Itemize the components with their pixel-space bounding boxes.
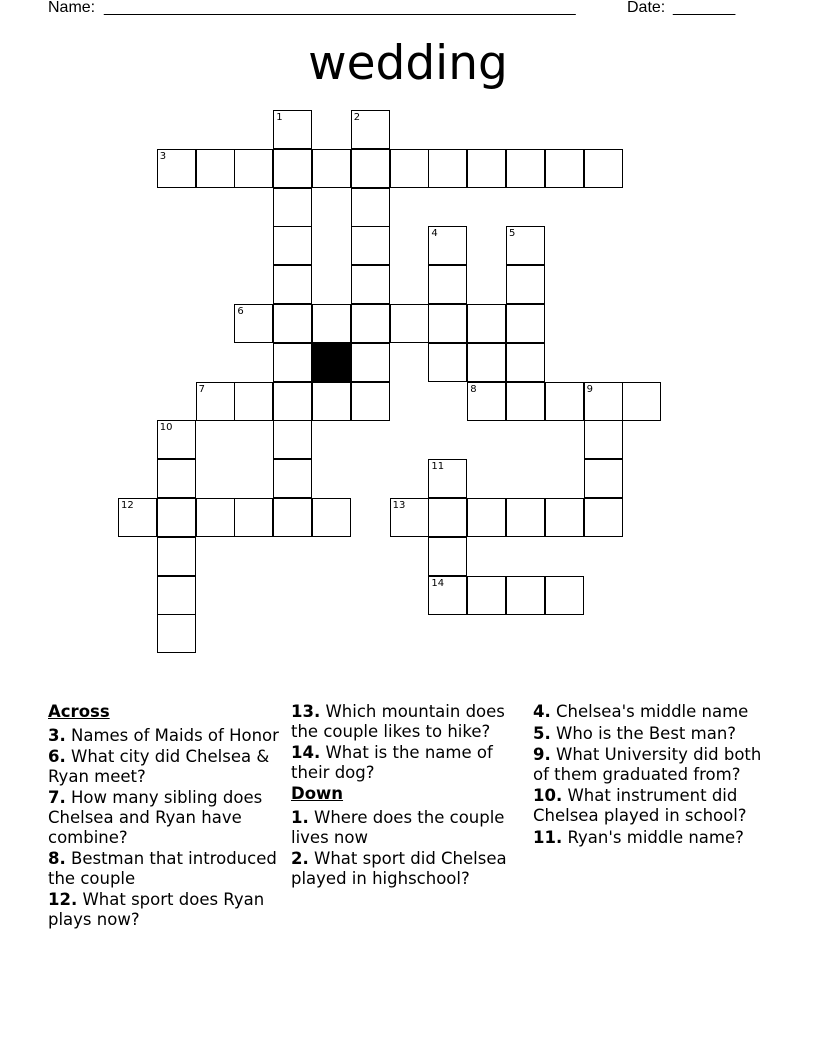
clue-number-12: 12 — [121, 500, 134, 511]
clue-number-13: 13 — [392, 500, 406, 511]
grid-cell[interactable] — [545, 149, 584, 188]
grid-cell[interactable] — [273, 188, 312, 227]
grid-cell[interactable] — [351, 304, 390, 343]
down-heading: Down — [291, 784, 344, 804]
clue-across-7: 7. How many sibling does Chelsea and Ryan have combine? — [48, 788, 263, 847]
grid-cell[interactable] — [390, 304, 429, 343]
grid-cell[interactable] — [428, 149, 467, 188]
grid-cell[interactable] — [428, 537, 467, 576]
clue-number-10: 10 — [159, 422, 173, 434]
grid-cell[interactable] — [622, 382, 661, 421]
clue-across-8: 8. Bestman that introduced the couple — [48, 849, 277, 888]
clue-number-5: 5 — [509, 228, 516, 240]
grid-cell[interactable] — [467, 304, 506, 343]
grid-cell-black — [312, 343, 351, 382]
grid-cell[interactable] — [545, 576, 584, 615]
grid-cell[interactable] — [157, 537, 196, 576]
grid-cell[interactable] — [312, 382, 351, 421]
grid-cell[interactable] — [584, 420, 623, 459]
grid-cell[interactable] — [351, 382, 390, 421]
clue-number-3: 3 — [159, 150, 167, 162]
date-label: Date: — [627, 0, 666, 16]
clue-number-14: 14 — [431, 577, 445, 589]
grid-cell[interactable] — [351, 343, 390, 382]
grid-cell[interactable] — [234, 498, 273, 537]
across-heading: Across — [48, 702, 110, 721]
grid-cell[interactable] — [506, 576, 545, 615]
grid-cell[interactable] — [428, 498, 467, 537]
grid-cell[interactable] — [312, 304, 351, 343]
clue-number-9: 9 — [586, 383, 593, 395]
date-line[interactable]: _______ — [673, 0, 736, 16]
grid-cell[interactable] — [351, 226, 390, 265]
grid-cell[interactable] — [157, 498, 196, 537]
grid-cell[interactable] — [234, 149, 273, 188]
grid-cell[interactable] — [157, 576, 196, 615]
grid-cell[interactable] — [312, 498, 351, 537]
clue-number-11: 11 — [431, 461, 445, 473]
grid-cell[interactable] — [545, 382, 584, 421]
grid-cell[interactable] — [234, 382, 273, 421]
grid-cell[interactable] — [467, 343, 506, 382]
clue-down-11: 11. Ryan's middle name? — [533, 827, 744, 847]
clue-down-9: 9. What University did both of them graduated from? — [533, 745, 762, 784]
clue-number-2: 2 — [353, 112, 361, 123]
grid-cell[interactable] — [273, 498, 312, 537]
clue-number-8: 8 — [470, 383, 477, 395]
grid-cell[interactable] — [351, 265, 390, 304]
grid-cell[interactable] — [584, 459, 623, 498]
grid-cell[interactable] — [467, 498, 506, 537]
grid-cell[interactable] — [196, 149, 235, 188]
grid-cell[interactable] — [467, 149, 506, 188]
clue-number-1: 1 — [276, 112, 283, 123]
name-label: Name: — [48, 0, 96, 16]
clues-column-3 — [533, 702, 765, 849]
clue-down-1: 1. Where does the couple lives now — [291, 807, 505, 847]
grid-cell[interactable] — [157, 459, 196, 498]
grid-cell[interactable] — [273, 343, 312, 382]
grid-cell[interactable] — [196, 498, 235, 537]
puzzle-title: wedding — [308, 36, 508, 91]
grid-cell[interactable] — [157, 614, 196, 653]
grid-cell[interactable] — [584, 149, 623, 188]
clue-across-14: 14. What is the name of their dog? — [291, 743, 493, 782]
grid-cell[interactable] — [506, 149, 545, 188]
grid-cell[interactable] — [273, 304, 312, 343]
grid-cell[interactable] — [545, 498, 584, 537]
grid-cell[interactable] — [428, 343, 467, 382]
grid-cell[interactable] — [390, 149, 429, 188]
clue-number-4: 4 — [431, 228, 438, 240]
grid-cell[interactable] — [312, 149, 351, 188]
grid-cell[interactable] — [351, 149, 390, 188]
clue-down-10: 10. What instrument did Chelsea played in school? — [533, 786, 747, 825]
clue-number-6: 6 — [237, 306, 244, 317]
clue-number-7: 7 — [198, 383, 205, 395]
clue-down-4: 4. Chelsea's middle name — [533, 702, 749, 721]
grid-cell[interactable] — [584, 498, 623, 537]
grid-cell[interactable] — [273, 265, 312, 304]
clue-across-12: 12. What sport does Ryan plays now? — [48, 890, 265, 929]
clues-column-2 — [291, 702, 523, 890]
grid-cell[interactable] — [506, 343, 545, 382]
clue-down-5: 5. Who is the Best man? — [533, 723, 737, 743]
grid-cell[interactable] — [273, 420, 312, 459]
grid-cell[interactable] — [506, 265, 545, 304]
clue-across-6: 6. What city did Chelsea & Ryan meet? — [48, 747, 270, 786]
clue-across-13: 13. Which mountain does the couple likes to hike? — [291, 702, 505, 741]
grid-cell[interactable] — [506, 498, 545, 537]
grid-cell[interactable] — [273, 149, 312, 188]
grid-cell[interactable] — [428, 304, 467, 343]
clue-down-2: 2. What sport did Chelsea played in highschool? — [291, 849, 507, 888]
grid-cell[interactable] — [273, 459, 312, 498]
name-line[interactable]: _____________________________________________________ — [104, 0, 576, 16]
clues-column-1 — [48, 702, 280, 932]
grid-cell[interactable] — [273, 226, 312, 265]
grid-cell[interactable] — [351, 188, 390, 227]
grid-cell[interactable] — [506, 304, 545, 343]
clue-across-3: 3. Names of Maids of Honor — [48, 725, 279, 745]
grid-cell[interactable] — [273, 382, 312, 421]
grid-cell[interactable] — [506, 382, 545, 421]
grid-cell[interactable] — [428, 265, 467, 304]
grid-cell[interactable] — [467, 576, 506, 615]
